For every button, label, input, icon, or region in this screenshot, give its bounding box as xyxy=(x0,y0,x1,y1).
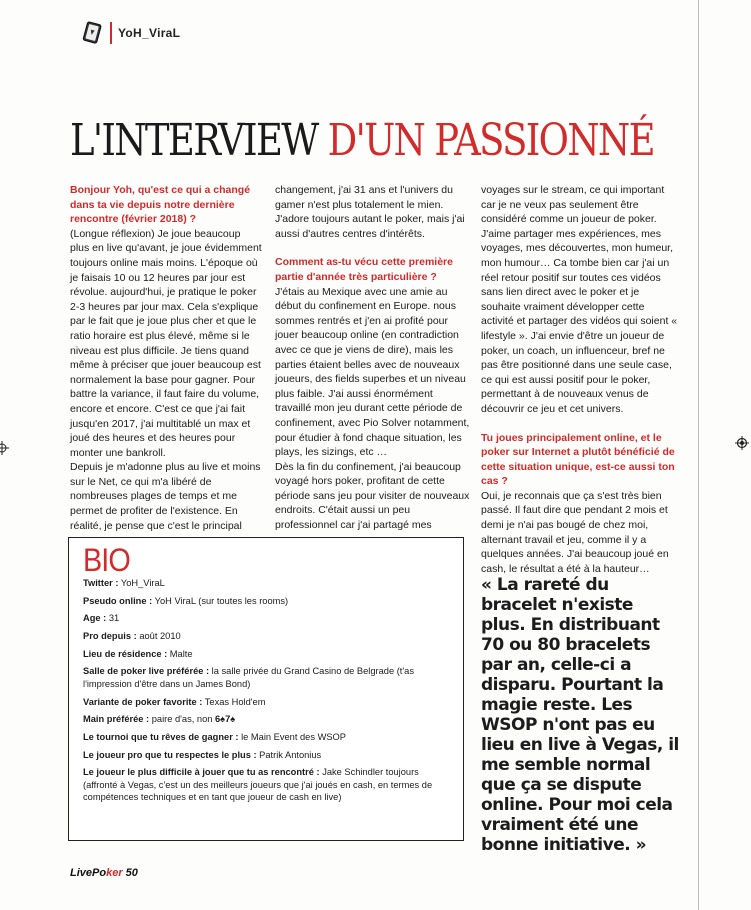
answer-2-para-1: J'étais au Mexique avec une amie au début du confinement en Europe. nous sommes rentrés et j'en ai profité pour jouer beaucoup online (en contradiction avec ce que je viens de dire), mais les parties étaient belles avec de nouveaux joueurs, des fields superbes et un niveau plus faible. J'ai aussi énormément travaillé mon jeu durant cette période de confinement, avec Pio Solver notamment, pour étudier à fond chaque situation, les plays, les sizings, etc … xyxy=(275,285,470,459)
bio-item xyxy=(83,665,455,690)
bio-item xyxy=(83,595,455,608)
registration-mark-icon xyxy=(735,436,749,450)
bio-item-value: août 2010 xyxy=(136,631,181,642)
bio-item-label: Salle de poker live préférée : xyxy=(83,666,210,677)
bio-item xyxy=(83,731,455,744)
bio-item-label: Le joueur le plus difficile à jouer que tu as rencontré : xyxy=(83,767,320,778)
header-separator xyxy=(110,22,112,44)
footer-brand-part1: LivePo xyxy=(70,867,107,879)
header-author: YoH_ViraL xyxy=(118,26,181,40)
bio-item-label: Main préférée : xyxy=(83,714,150,725)
answer-3: Oui, je reconnais que ça s'est très bien passé. Il faut dire que pendant 2 mois et demi je n'ai pas bougé de chez moi, alternant travail et jeu, comme il y a quelques années. J'ai beaucoup joué en cash, le résultat a été à la hauteur… xyxy=(481,489,669,575)
page-trim-line xyxy=(698,0,699,910)
answer-1-para-1: (Longue réflexion) Je joue beaucoup plus en live qu'avant, je joue évidemment toujours online mais moins. L'époque où je faisais 10 ou 12 heures par jour est révolue. aujourd'hui, je pratique le poker 2-3 heures par jour max. Cela s'explique par le fait que je joue plus cher et que le ratio horaire est plus élevé, même si le niveau est plus difficile. Je tiens quand même à préciser que jouer beaucoup est normalement la base pour gagner. Pour battre la variance, il faut faire du volume, encore et encore. C'est ce que j'ai fait jusqu'en 2017, j'ai multitablé un max et joué des heures et des heures pour monter une bankroll. xyxy=(70,227,262,459)
bio-item xyxy=(83,713,455,726)
bio-item-value: YoH ViraL (sur toutes les rooms) xyxy=(152,595,289,606)
title-part-black: L'INTERVIEW xyxy=(70,115,328,166)
bio-box xyxy=(68,537,464,841)
bio-item-label: Le tournoi que tu rêves de gagner : xyxy=(83,732,239,742)
registration-mark-icon xyxy=(0,441,9,455)
answer-1-para-2: Depuis je m'adonne plus au live et moins sur le Net, ce qui m'a libéré de nombreuses plages de temps et me permet de profiter de l'existence. En réalité, je pense que c'est le principal xyxy=(70,461,261,532)
bio-item-cards: 6♠7♠ xyxy=(215,714,236,725)
pull-quote: « La rareté du bracelet n'existe plus. En distribuant 70 ou 80 bracelets par an, celle-ci a disparu. Pourtant la magie reste. Les WSOP n'ont pas eu lieu en live à Vegas, il me semble normal que ça se dispute online. Pour moi cela vraiment été une bonne initiative. » xyxy=(481,575,679,855)
bio-item-label: Lieu de résidence : xyxy=(83,648,168,659)
bio-item-value: paire d'as, non xyxy=(149,714,216,725)
title-part-red: D'UN PASSIONNÉ xyxy=(327,115,654,166)
bio-item-label: Le joueur pro que tu respectes le plus : xyxy=(83,749,257,760)
bio-item-value: Malte xyxy=(167,648,193,659)
text-column-3 xyxy=(481,183,679,576)
bio-item-label: Age : xyxy=(83,613,107,624)
footer-page-number: 50 xyxy=(122,867,138,879)
question-1: Bonjour Yoh, qu'est ce qui a changé dans ta vie depuis notre dernière rencontre (février 2018) ? xyxy=(70,184,251,226)
answer-2-para-2: Dès la fin du confinement, j'ai beaucoup voyagé hors poker, profitant de cette période sans jeu pour visiter de nouveaux endroits. C'était aussi un peu professionnel car j'ai partagé mes xyxy=(275,460,470,532)
bio-item-value: Patrik Antonius xyxy=(256,749,322,760)
bio-title: BIO xyxy=(83,542,130,578)
bio-item xyxy=(83,612,455,625)
bio-item xyxy=(83,766,455,804)
bio-item-label: Twitter : xyxy=(83,578,119,588)
bio-item-value: Texas Hold'em xyxy=(202,696,266,707)
bio-item xyxy=(83,630,455,643)
article-title xyxy=(70,115,654,166)
bio-item xyxy=(83,696,455,709)
answer-2-para-3: voyages sur le stream, ce qui important car je ne veux pas seulement être considéré comme un joueur de poker. J'aime partager mes expériences, mes voyages, mes découvertes, mon humeur, mon humour… Ca tombe bien car j'ai un réel retour positif sur toutes ces vidéos sans lien direct avec le poker et je souhaite vraiment développer cette activité et partager des vidéos qui soient « lifestyle ». J'ai envie d'être un joueur de poker, un coach, un influenceur, bref ne pas être positionné dans une seule case, ce qui est aussi positif pour le poker, permettant à de nouveaux venus de découvrir ce jeu et cet univers. xyxy=(481,184,678,415)
bio-item-label: Pro depuis : xyxy=(83,631,137,642)
bio-item-value: YoH_ViraL xyxy=(118,578,165,588)
footer-brand-part2: ker xyxy=(106,867,123,879)
bio-item xyxy=(83,749,455,762)
playing-card-icon xyxy=(80,21,104,45)
bio-list xyxy=(83,577,455,809)
page-footer xyxy=(70,867,138,879)
bio-item-label: Pseudo online : xyxy=(83,595,153,606)
page-header xyxy=(80,18,180,48)
bio-item xyxy=(83,648,455,661)
bio-item-value: Jake Schindler toujours (affronté à Vegas, c'est un des meilleurs joueurs que j'ai joués en cash, en termes de compétences techniques et en tant que joueur de cash en live) xyxy=(83,767,433,803)
answer-1-para-3: changement, j'ai 31 ans et l'univers du gamer n'est plus totalement le mien. J'adore toujours autant le poker, mais j'ai aussi d'autres centres d'intérêts. xyxy=(275,184,465,240)
question-2: Comment as-tu vécu cette première partie d'année très particulière ? xyxy=(275,256,453,283)
text-column-2 xyxy=(275,183,471,533)
bio-item xyxy=(83,577,455,590)
question-3: Tu joues principalement online, et le poker sur Internet a plutôt bénéficié de cette situation unique, est-ce aussi ton cas ? xyxy=(481,431,675,488)
bio-item-value: la salle privée du Grand Casino de Belgrade (t'as l'impression d'être dans un James Bond) xyxy=(83,666,414,689)
bio-item-value: le Main Event des WSOP xyxy=(238,732,346,742)
bio-item-label: Variante de poker favorite : xyxy=(83,696,203,707)
bio-item-value: 31 xyxy=(106,613,120,624)
text-column-1 xyxy=(70,183,262,533)
